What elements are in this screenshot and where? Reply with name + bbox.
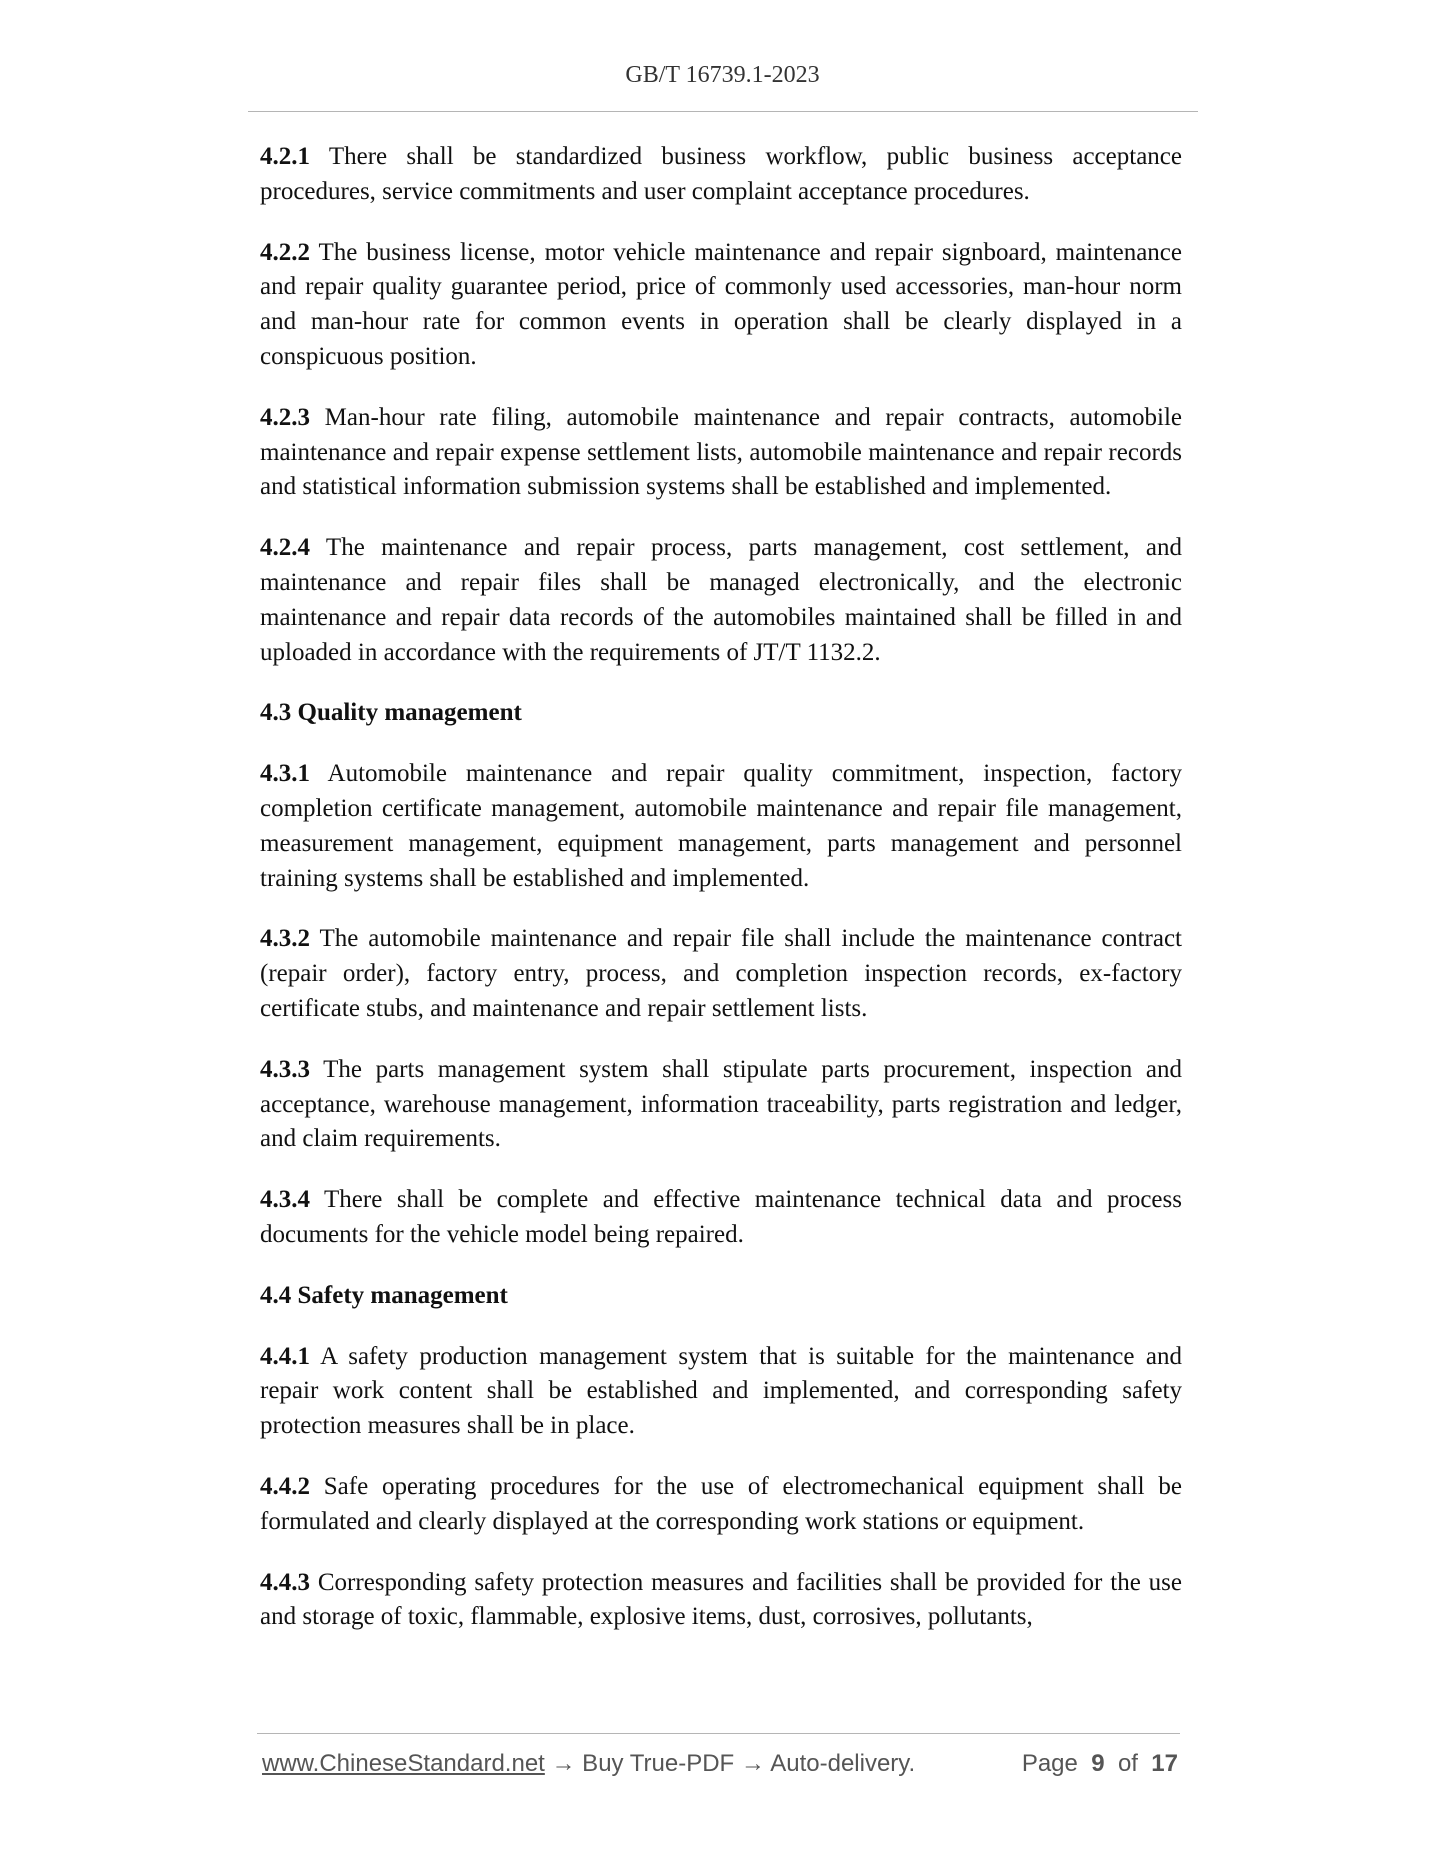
clause-4-3-3 bbox=[260, 1053, 1182, 1157]
clause-4-3-1 bbox=[260, 757, 1182, 896]
clause-4-4-3 bbox=[260, 1566, 1182, 1636]
footer-promo bbox=[262, 1750, 915, 1778]
page-indicator bbox=[1022, 1750, 1178, 1778]
clause-4-3-4 bbox=[260, 1183, 1182, 1253]
clause-4-4-2 bbox=[260, 1470, 1182, 1540]
clause-text: There shall be standardized business workflow, public business acceptance procedures, service commitments and user complaint acceptance procedures. bbox=[260, 143, 1182, 205]
section-heading-safety: 4.4 Safety management bbox=[260, 1281, 508, 1309]
clause-text: There shall be complete and effective maintenance technical data and process documents for the vehicle model being repaired. bbox=[260, 1186, 1182, 1248]
clause-number: 4.3.4 bbox=[260, 1186, 310, 1214]
page-total: 17 bbox=[1151, 1750, 1178, 1777]
clause-number: 4.2.1 bbox=[260, 143, 310, 170]
page-label: Page bbox=[1021, 1750, 1078, 1777]
clause-text: The business license, motor vehicle maintenance and repair signboard, maintenance and repair quality guarantee period, price of commonly used accessories, man-hour norm and man-hour rate for common events in operation shall be clearly displayed in a conspicuous position. bbox=[260, 238, 1182, 370]
page-of-label: of bbox=[1117, 1750, 1138, 1777]
clause-number: 4.4.3 bbox=[260, 1568, 310, 1596]
clause-number: 4.2.2 bbox=[260, 238, 310, 266]
website-link[interactable]: www.ChineseStandard.net bbox=[262, 1750, 545, 1777]
clause-text: Safe operating procedures for the use of electromechanical equipment shall be formulated and clearly displayed at the corresponding work stations or equipment. bbox=[260, 1472, 1182, 1535]
clause-text: Man-hour rate filing, automobile maintenance and repair contracts, automobile maintenance and repair expense settlement lists, automobile maintenance and repair records and statistical information submission systems shall be established and implemented. bbox=[260, 403, 1182, 501]
clause-text: Corresponding safety protection measures and facilities shall be provided for the use and storage of toxic, flammable, explosive items, dust, corrosives, pollutants, bbox=[260, 1568, 1182, 1631]
footer-promo-text: → Buy True-PDF → Auto-delivery. bbox=[544, 1750, 916, 1777]
clause-text: The automobile maintenance and repair file shall include the maintenance contract (repair order), factory entry, process, and completion inspection records, ex-factory certificate stubs, and maintenance and repair settlement lists. bbox=[260, 925, 1182, 1022]
clause-4-2-3 bbox=[260, 401, 1182, 505]
section-heading-quality: 4.3 Quality management bbox=[260, 699, 522, 727]
footer-divider bbox=[257, 1733, 1180, 1734]
clause-4-2-4 bbox=[260, 531, 1182, 670]
clause-number: 4.2.3 bbox=[260, 403, 310, 431]
clause-number: 4.3.1 bbox=[260, 760, 310, 788]
page-header: GB/T 16739.1-2023 bbox=[625, 62, 820, 88]
clause-4-4-1 bbox=[260, 1340, 1182, 1444]
clause-4-3-2 bbox=[260, 922, 1182, 1026]
clause-number: 4.2.4 bbox=[260, 534, 310, 562]
clause-number: 4.4.1 bbox=[260, 1342, 310, 1370]
clause-text: Automobile maintenance and repair quality commitment, inspection, factory completion certificate management, automobile maintenance and repair file management, measurement management, equipment management, parts management and personnel training systems shall be established and implemented. bbox=[260, 760, 1182, 892]
document-body bbox=[260, 140, 1182, 1661]
page-current: 9 bbox=[1091, 1750, 1105, 1777]
clause-number: 4.3.2 bbox=[260, 925, 310, 953]
clause-4-2-1 bbox=[260, 140, 1182, 210]
clause-text: The parts management system shall stipulate parts procurement, inspection and acceptance, warehouse management, information traceability, parts registration and ledger, and claim requirements. bbox=[260, 1055, 1182, 1153]
clause-text: A safety production management system that is suitable for the maintenance and repair work content shall be established and implemented, and corresponding safety protection measures shall be in place. bbox=[260, 1342, 1182, 1440]
clause-4-2-2 bbox=[260, 236, 1182, 375]
clause-text: The maintenance and repair process, parts management, cost settlement, and maintenance and repair files shall be managed electronically, and the electronic maintenance and repair data records of the automobiles maintained shall be filled in and uploaded in accordance with the requirements of JT/T 1132.2. bbox=[260, 534, 1182, 666]
clause-number: 4.3.3 bbox=[260, 1055, 310, 1083]
clause-number: 4.4.2 bbox=[260, 1472, 310, 1500]
header-divider bbox=[248, 111, 1198, 112]
